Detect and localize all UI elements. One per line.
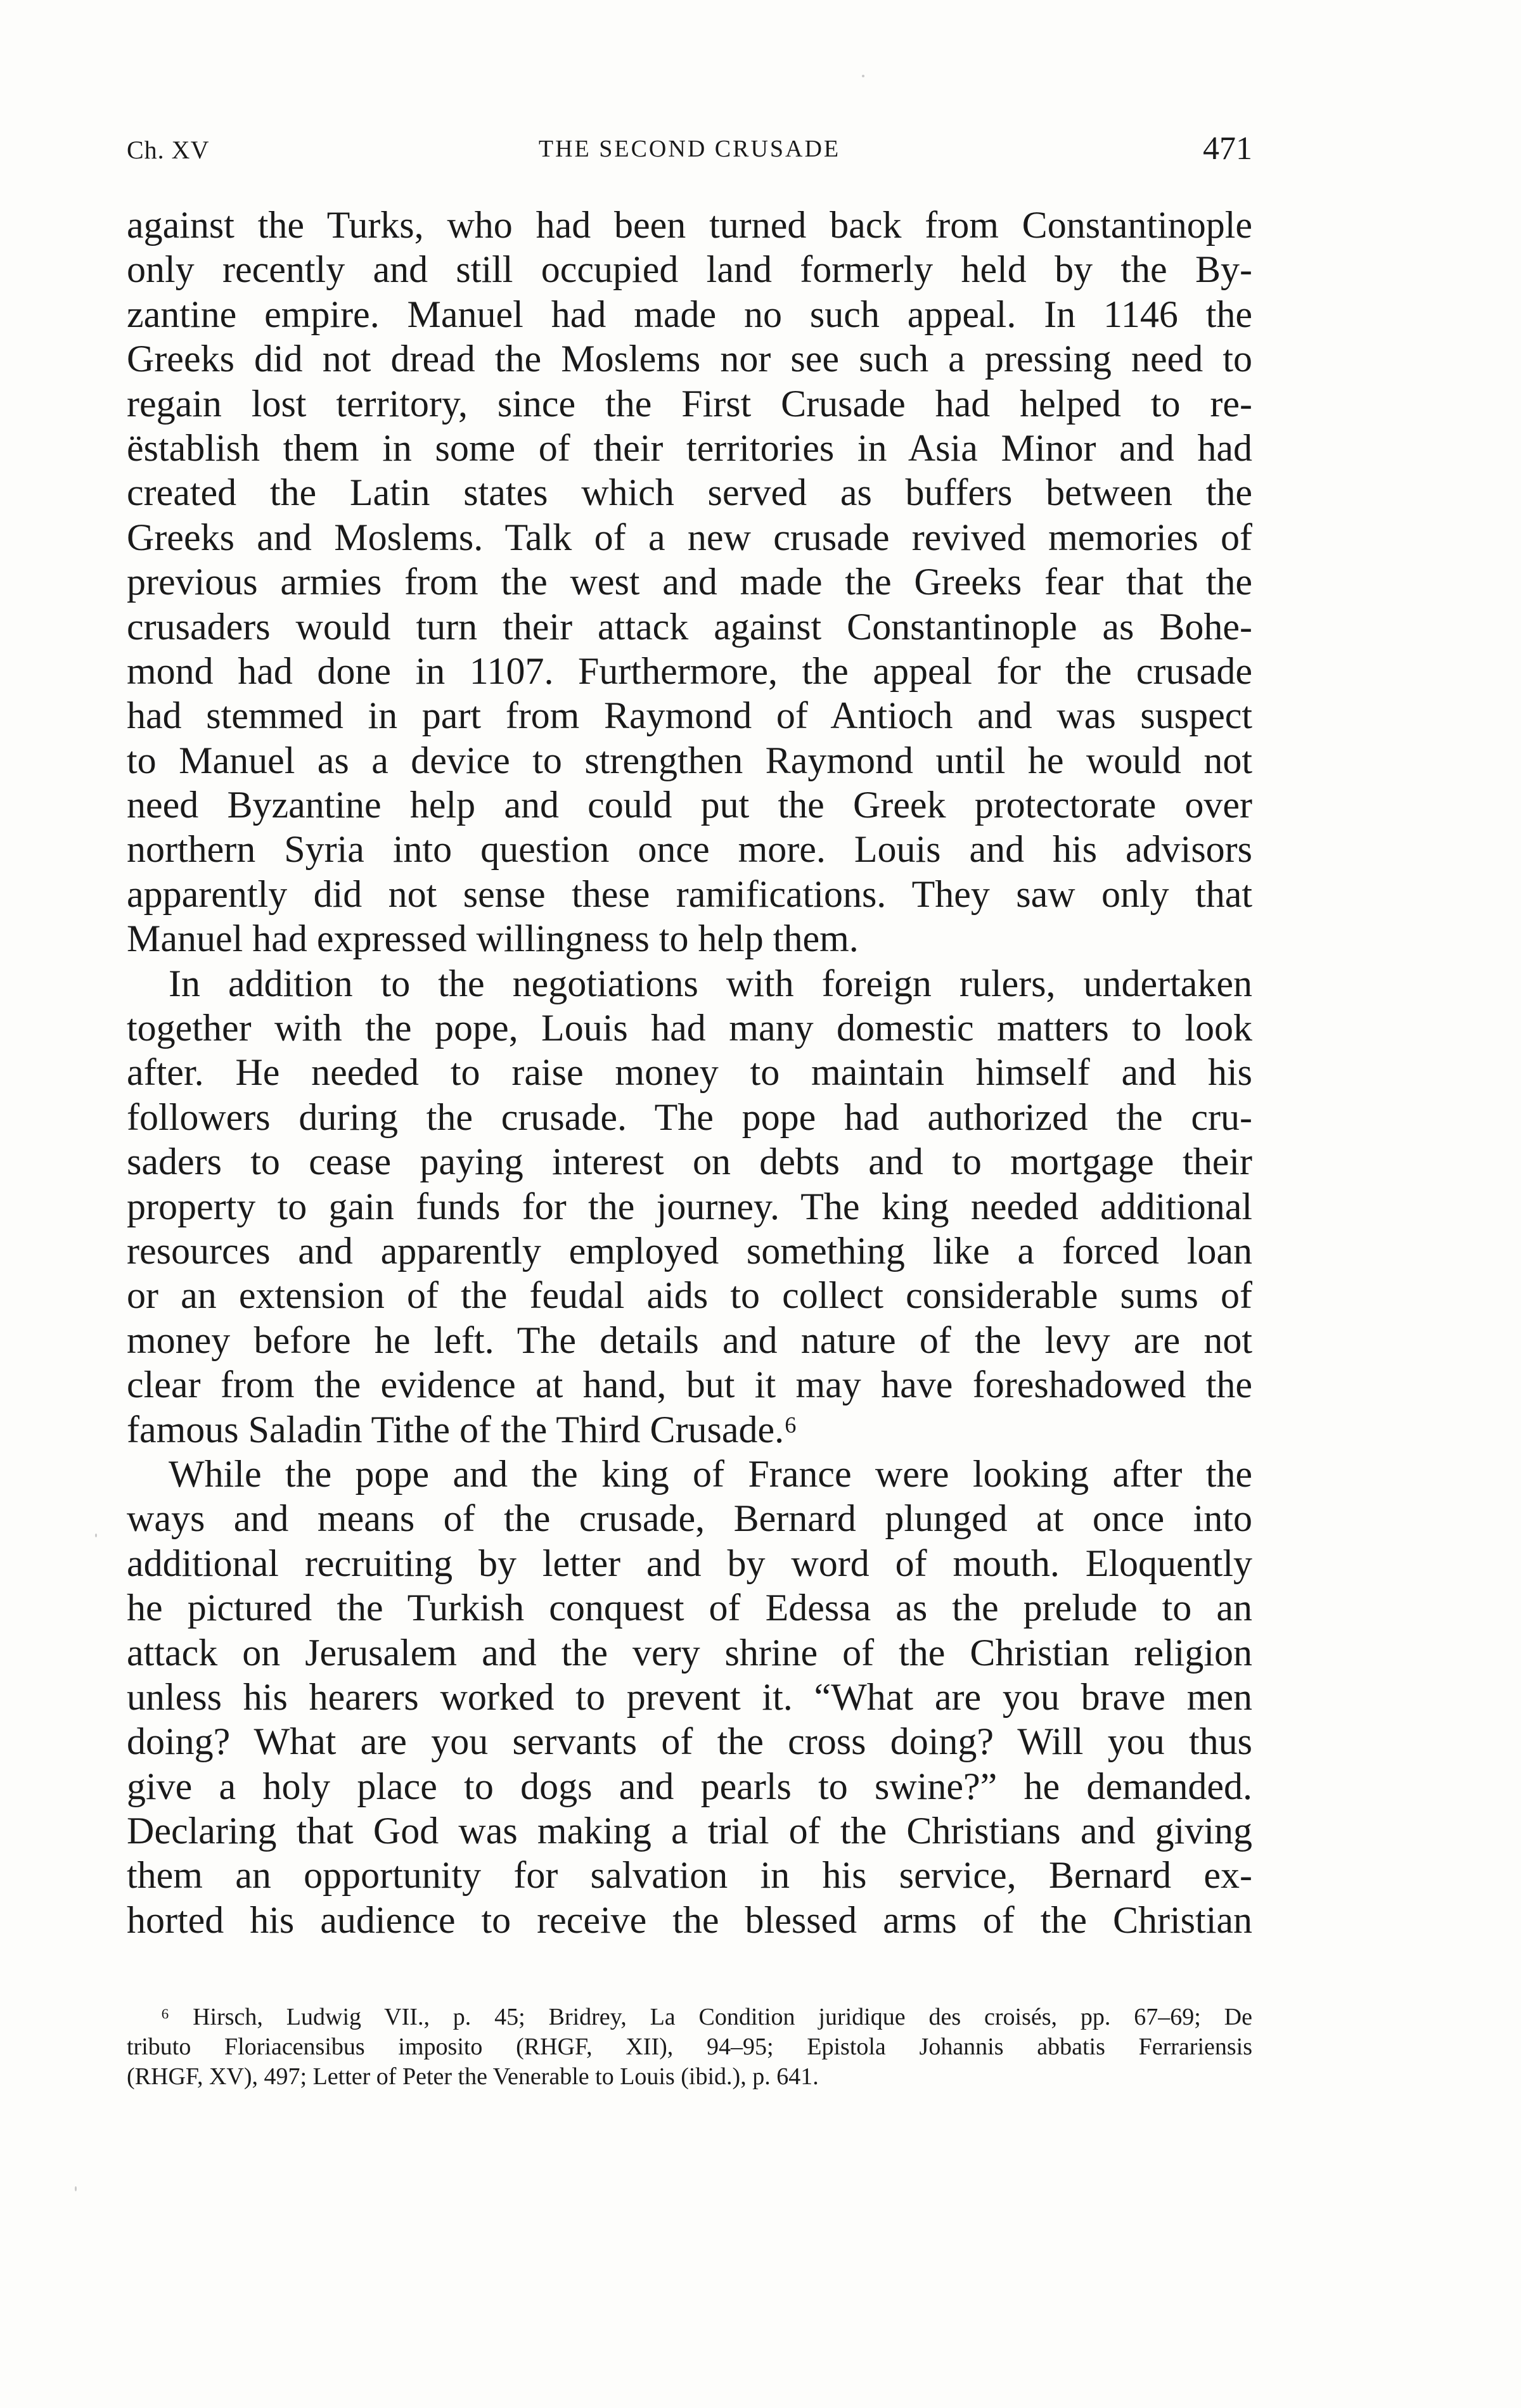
footnote-line: (RHGF, XV), 497; Letter of Peter the Venerable to Louis (ibid.), p. 641.	[127, 2063, 819, 2090]
footnote-line: tributo Floriacensibus imposito (RHGF, XII), 94–95; Epistola Johannis abbatis Ferrariensis	[127, 2033, 1252, 2060]
text-line: mond had done in 1107. Furthermore, the appeal for the crusade	[127, 650, 1252, 692]
text-line: give a holy place to dogs and pearls to swine?” he demanded.	[127, 1765, 1252, 1807]
text-line: Manuel had expressed willingness to help them.	[127, 918, 859, 960]
text-line: need Byzantine help and could put the Greek protectorate over	[127, 784, 1252, 826]
text-line: unless his hearers worked to prevent it. “What are you brave men	[127, 1675, 1252, 1718]
text-line: against the Turks, who had been turned back from Constantinople	[127, 204, 1252, 246]
paragraph-1	[127, 203, 1252, 961]
text-line: Greeks and Moslems. Talk of a new crusade revived memories of	[127, 516, 1252, 558]
text-line: attack on Jerusalem and the very shrine of the Christian religion	[127, 1631, 1252, 1674]
text-line: or an extension of the feudal aids to collect considerable sums of	[127, 1274, 1252, 1317]
text-line: money before he left. The details and nature of the levy are not	[127, 1319, 1252, 1361]
chapter-label: Ch. XV	[127, 136, 210, 164]
text-line: horted his audience to receive the blessed arms of the Christian	[127, 1899, 1252, 1941]
text-line: created the Latin states which served as buffers between the	[127, 471, 1252, 514]
footnotes	[127, 2002, 1252, 2092]
text-line: together with the pope, Louis had many domestic matters to look	[127, 1007, 1252, 1049]
text-line: While the pope and the king of France were looking after the	[169, 1452, 1252, 1495]
paragraph-2	[127, 961, 1252, 1452]
text-line: northern Syria into question once more. Louis and his advisors	[127, 828, 1252, 871]
running-head	[127, 130, 1252, 168]
paper-speck	[862, 75, 864, 77]
text-line: resources and apparently employed something like a forced loan	[127, 1229, 1252, 1272]
paragraph-3	[127, 1452, 1252, 1942]
text-line: crusaders would turn their attack against Constantinople as Bohe-	[127, 605, 1252, 648]
paper-speck	[95, 1534, 97, 1537]
text-line: after. He needed to raise money to maintain himself and his	[127, 1051, 1252, 1094]
text-line: property to gain funds for the journey. The king needed additional	[127, 1185, 1252, 1227]
text-line: followers during the crusade. The pope had authorized the cru-	[127, 1096, 1252, 1138]
footnote-6	[127, 2002, 1252, 2092]
text-line: to Manuel as a device to strengthen Raymond until he would not	[127, 739, 1252, 781]
text-line: clear from the evidence at hand, but it may have foreshadowed the	[127, 1364, 1252, 1406]
text-line: famous Saladin Tithe of the Third Crusade.⁶	[127, 1408, 798, 1451]
text-line: saders to cease paying interest on debts and to mortgage their	[127, 1141, 1252, 1183]
text-line: doing? What are you servants of the cross doing? Will you thus	[127, 1720, 1252, 1763]
text-line: ways and means of the crusade, Bernard plunged at once into	[127, 1497, 1252, 1540]
text-line: Declaring that God was making a trial of the Christians and giving	[127, 1810, 1252, 1852]
text-line: them an opportunity for salvation in his service, Bernard ex-	[127, 1854, 1252, 1897]
running-title: THE SECOND CRUSADE	[538, 136, 841, 162]
page-number: 471	[1203, 131, 1252, 167]
text-line: Greeks did not dread the Moslems nor see such a pressing need to	[127, 338, 1252, 380]
text-line: previous armies from the west and made the Greeks fear that the	[127, 561, 1252, 603]
text-line: additional recruiting by letter and by word of mouth. Eloquently	[127, 1542, 1252, 1584]
text-line: only recently and still occupied land formerly held by the By-	[127, 248, 1252, 291]
text-line: In addition to the negotiations with foreign rulers, undertaken	[169, 962, 1252, 1004]
text-line: ëstablish them in some of their territories in Asia Minor and had	[127, 426, 1252, 469]
footnote-line: ⁶ Hirsch, Ludwig VII., p. 45; Bridrey, La Condition juridique des croisés, pp. 67–69; De	[161, 2004, 1252, 2030]
body-text	[127, 203, 1252, 1942]
paper-speck	[75, 2186, 77, 2191]
text-line: regain lost territory, since the First Crusade had helped to re-	[127, 382, 1252, 425]
text-line: had stemmed in part from Raymond of Antioch and was suspect	[127, 695, 1252, 737]
text-line: zantine empire. Manuel had made no such appeal. In 1146 the	[127, 293, 1252, 335]
text-line: apparently did not sense these ramifications. They saw only that	[127, 873, 1252, 915]
text-line: he pictured the Turkish conquest of Edessa as the prelude to an	[127, 1587, 1252, 1629]
